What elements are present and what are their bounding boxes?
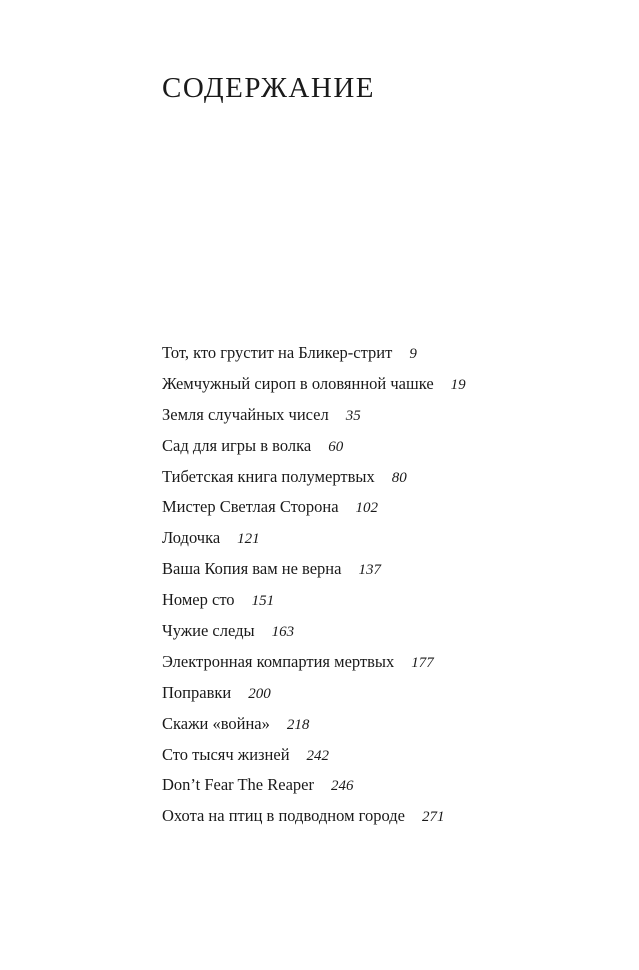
toc-entry bbox=[162, 681, 466, 712]
toc-entry bbox=[162, 434, 466, 465]
toc-entry-page-number: 121 bbox=[237, 531, 260, 548]
toc-entry bbox=[162, 619, 466, 650]
toc-entry bbox=[162, 650, 466, 681]
toc-entry-title: Тот, кто грустит на Бликер-стрит bbox=[162, 343, 393, 362]
toc-entry-title: Don’t Fear The Reaper bbox=[162, 775, 314, 795]
toc-entry-title: Ваша Копия вам не верна bbox=[162, 559, 342, 579]
toc-entry bbox=[162, 372, 466, 403]
toc-entry bbox=[162, 773, 466, 804]
toc-entry-page-number: 242 bbox=[306, 747, 330, 764]
toc-entry bbox=[162, 588, 466, 619]
toc-entry-page-number: 177 bbox=[411, 654, 434, 671]
toc-entry bbox=[162, 465, 466, 496]
toc-entry-page-number: 19 bbox=[450, 376, 466, 393]
toc-entry-title: Чужие следы bbox=[162, 621, 255, 641]
table-of-contents bbox=[162, 341, 466, 835]
toc-entry-title: Сто тысяч жизней bbox=[162, 744, 290, 764]
toc-entry bbox=[162, 557, 466, 588]
toc-entry bbox=[162, 341, 466, 372]
toc-entry-title: Электронная компартия мертвых bbox=[162, 651, 395, 671]
toc-entry bbox=[162, 403, 466, 434]
toc-entry-title: Сад для игры в волка bbox=[162, 435, 312, 455]
toc-entry-page-number: 200 bbox=[248, 685, 271, 702]
toc-entry-title: Мистер Светлая Сторона bbox=[162, 497, 339, 517]
toc-entry-page-number: 9 bbox=[409, 346, 417, 362]
page-title: СОДЕРЖАНИЕ bbox=[162, 72, 375, 104]
toc-entry-title: Скажи «война» bbox=[162, 713, 270, 733]
toc-entry-page-number: 218 bbox=[286, 716, 310, 733]
toc-entry-title: Поправки bbox=[162, 682, 232, 702]
toc-entry-page-number: 271 bbox=[421, 809, 445, 826]
toc-entry-title: Земля случайных чисел bbox=[162, 404, 329, 424]
toc-entry-page-number: 80 bbox=[391, 469, 407, 486]
toc-entry-page-number: 102 bbox=[355, 500, 379, 517]
toc-entry-title: Охота на птиц в подводном городе bbox=[162, 806, 405, 826]
toc-entry bbox=[162, 712, 466, 743]
toc-entry bbox=[162, 804, 466, 835]
toc-entry bbox=[162, 495, 466, 526]
toc-entry bbox=[162, 526, 466, 557]
toc-entry-title: Тибетская книга полумертвых bbox=[162, 466, 375, 486]
toc-entry bbox=[162, 743, 466, 774]
toc-entry-page-number: 151 bbox=[251, 593, 275, 610]
toc-entry-title: Номер сто bbox=[162, 590, 235, 610]
toc-entry-page-number: 246 bbox=[330, 778, 354, 795]
toc-entry-title: Лодочка bbox=[162, 528, 221, 548]
toc-entry-page-number: 35 bbox=[345, 407, 361, 424]
toc-entry-page-number: 60 bbox=[328, 438, 344, 455]
toc-entry-page-number: 163 bbox=[271, 624, 295, 641]
toc-entry-page-number: 137 bbox=[358, 562, 381, 579]
toc-entry-title: Жемчужный сироп в оловянной чашке bbox=[162, 373, 434, 393]
